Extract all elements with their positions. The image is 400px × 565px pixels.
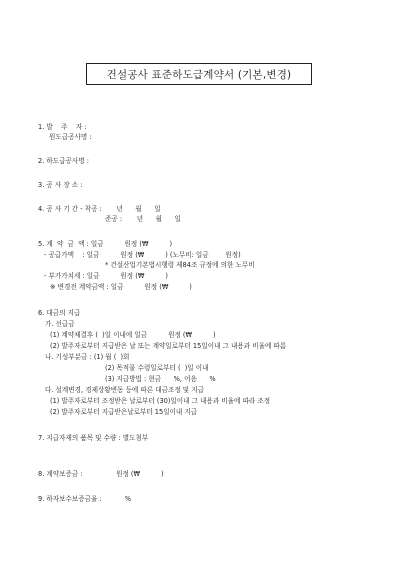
contract-line: - 공급가액 : 일금 원정 (₩ ) (노무비: 일금 원정) bbox=[44, 251, 241, 259]
contract-line: 1. 발 주 자 : bbox=[38, 123, 87, 131]
contract-line: (2) 목적물 수령일로부터 ( )일 이내 bbox=[105, 364, 209, 372]
contract-line: (2) 발주자로부터 지급받은날로부터 15일이내 지급 bbox=[50, 408, 198, 416]
contract-line: 나. 기성부분금 : (1) 월 ( )회 bbox=[45, 353, 130, 361]
contract-line: 가. 선급금 bbox=[45, 320, 75, 328]
contract-line: 5. 계 약 금 액 : 일금 원정 (₩ ) bbox=[38, 240, 173, 248]
contract-line: * 건설산업기본법시행령 제84조 규정에 의한 노무비 bbox=[105, 261, 255, 269]
contract-line: 원도급공사명 : bbox=[49, 133, 92, 141]
contract-line: 7. 지급자재의 품목 및 수량 : 별도첨부 bbox=[38, 434, 149, 442]
contract-line: 8. 계약보증금 : 원정 (₩ ) bbox=[38, 470, 164, 478]
contract-line: ※ 변경전 계약금액 : 일금 원정 (₩ ) bbox=[50, 283, 192, 291]
contract-line: 다. 설계변경, 경제상황변동 등에 따른 대금조정 및 지급 bbox=[45, 386, 204, 394]
document-title bbox=[86, 63, 312, 85]
contract-line: 2. 하도급공사명 : bbox=[38, 157, 89, 165]
contract-line: 준공 : 년 월 일 bbox=[105, 215, 181, 223]
contract-line: (2) 발주자로부터 지급받은 날 또는 계약일로부터 15일이내 그 내용과 비율에 따름 bbox=[50, 342, 287, 350]
contract-line: - 부가가치세 : 일금 원정 (₩ ) bbox=[44, 272, 168, 280]
document-title-text: 건설공사 표준하도급계약서 (기본,변경) bbox=[106, 68, 292, 81]
contract-line: 6. 대금의 지급 bbox=[38, 309, 81, 317]
contract-line: (1) 발주자로부터 조정받은 날로부터 (30)일이내 그 내용과 비율에 따라 조정 bbox=[50, 397, 271, 405]
contract-line: (1) 계약체결후 ( )일 이내에 일금 원정 (₩ ) bbox=[50, 331, 216, 339]
contract-line: (3) 지급방법 : 현금 %, 어음 % bbox=[105, 375, 216, 383]
contract-line: 3. 공 사 장 소 : bbox=[38, 181, 83, 189]
contract-line: 9. 하자보수보증금율 : % bbox=[38, 495, 131, 503]
contract-line: 4. 공 사 기 간 - 착공 : 년 월 일 bbox=[38, 205, 161, 213]
